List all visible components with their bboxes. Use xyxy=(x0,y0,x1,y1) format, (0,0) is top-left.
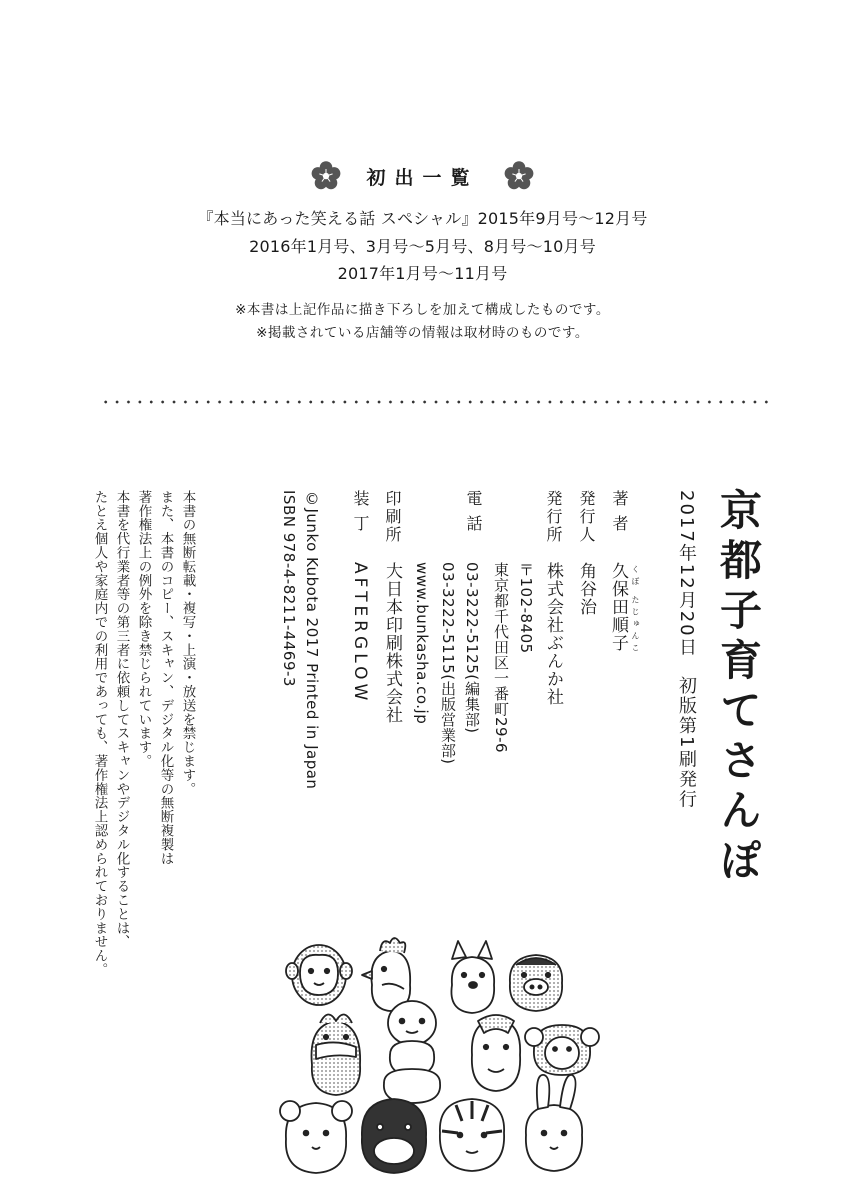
legal-line-5: たとえ個人や家庭内での利用であっても、著作権法上認められておりません。 xyxy=(91,490,108,977)
book-title: 京都子育てさんぽ xyxy=(714,488,763,888)
publisher-label: 発行所 xyxy=(544,490,563,544)
zodiac-animals-illustration xyxy=(272,925,602,1183)
plum-blossom-icon xyxy=(503,160,535,192)
phone-label: 電 話 xyxy=(464,490,483,534)
author-label: 著 者 xyxy=(610,490,629,534)
rooster-figure xyxy=(362,938,410,1011)
legal-line-1: 本書の無断転載・複写・上演・放送を禁じます。 xyxy=(179,490,196,796)
first-appearance-heading xyxy=(0,158,845,194)
publication-date: 2017年12月20日 xyxy=(676,490,697,658)
heading-text: 初出一覧 xyxy=(366,166,479,189)
design-label: 装 丁 xyxy=(351,490,370,534)
phone-editorial: 03-3222-5125(編集部) xyxy=(463,562,481,734)
postal-code: 〒102-8405 xyxy=(517,562,535,654)
note-line-2: ※掲載されている店舗等の情報は取材時のものです。 xyxy=(256,325,589,341)
edition: 初版第1刷発行 xyxy=(676,676,697,810)
website-link[interactable]: www.bunkasha.co.jp xyxy=(413,562,431,725)
printer-name: 大日本印刷株式会社 xyxy=(382,562,402,724)
tiger-figure xyxy=(440,1099,504,1171)
publication-line-2: 2016年1月号、3月号〜5月号、8月号〜10月号 xyxy=(249,237,596,256)
note-line-1: ※本書は上記作品に描き下ろしを加えて構成したものです。 xyxy=(235,302,610,318)
author-ruby: くぼ たじゅんこ xyxy=(631,565,640,656)
dragon-figure xyxy=(312,1014,361,1095)
publication-line-1: 『本当にあった笑える話 スペシャル』2015年9月号〜12月号 xyxy=(197,209,648,228)
sheep-figure xyxy=(525,1025,599,1075)
legal-line-3: 著作権法上の例外を除き禁じられています。 xyxy=(135,490,152,768)
snake-figure xyxy=(384,1001,440,1103)
legal-line-4: 本書を代行業者等の第三者に依頼してスキャンやデジタル化することは、 xyxy=(113,490,130,949)
boar-figure xyxy=(510,955,562,1011)
publisher-name: 株式会社ぶんか社 xyxy=(543,562,563,706)
dotted-divider xyxy=(100,400,770,404)
publication-line-3: 2017年1月号〜11月号 xyxy=(337,264,508,283)
design-credit: AFTERGLOW xyxy=(350,562,370,705)
plum-blossom-icon xyxy=(310,160,342,192)
rat-figure xyxy=(280,1101,352,1173)
publisher-address: 東京都千代田区一番町29-6 xyxy=(492,562,510,754)
ox-figure xyxy=(362,1099,426,1173)
rabbit-figure xyxy=(526,1075,582,1171)
horse-figure xyxy=(472,1015,520,1091)
author-name: 久保田順子 xyxy=(608,562,628,652)
dog-figure xyxy=(451,941,494,1013)
publisher-person: 角谷治 xyxy=(576,562,596,616)
printer-label: 印刷所 xyxy=(383,490,402,544)
copyright: ©Junko Kubota 2017 Printed in Japan xyxy=(303,490,321,790)
publisher-person-label: 発行人 xyxy=(577,490,596,544)
monkey-figure xyxy=(286,945,352,1005)
isbn: ISBN 978-4-8211-4469-3 xyxy=(280,490,298,687)
phone-sales: 03-3222-5115(出版営業部) xyxy=(439,562,457,765)
legal-line-2: また、本書のコピー、スキャン、デジタル化等の無断複製は xyxy=(157,490,174,866)
